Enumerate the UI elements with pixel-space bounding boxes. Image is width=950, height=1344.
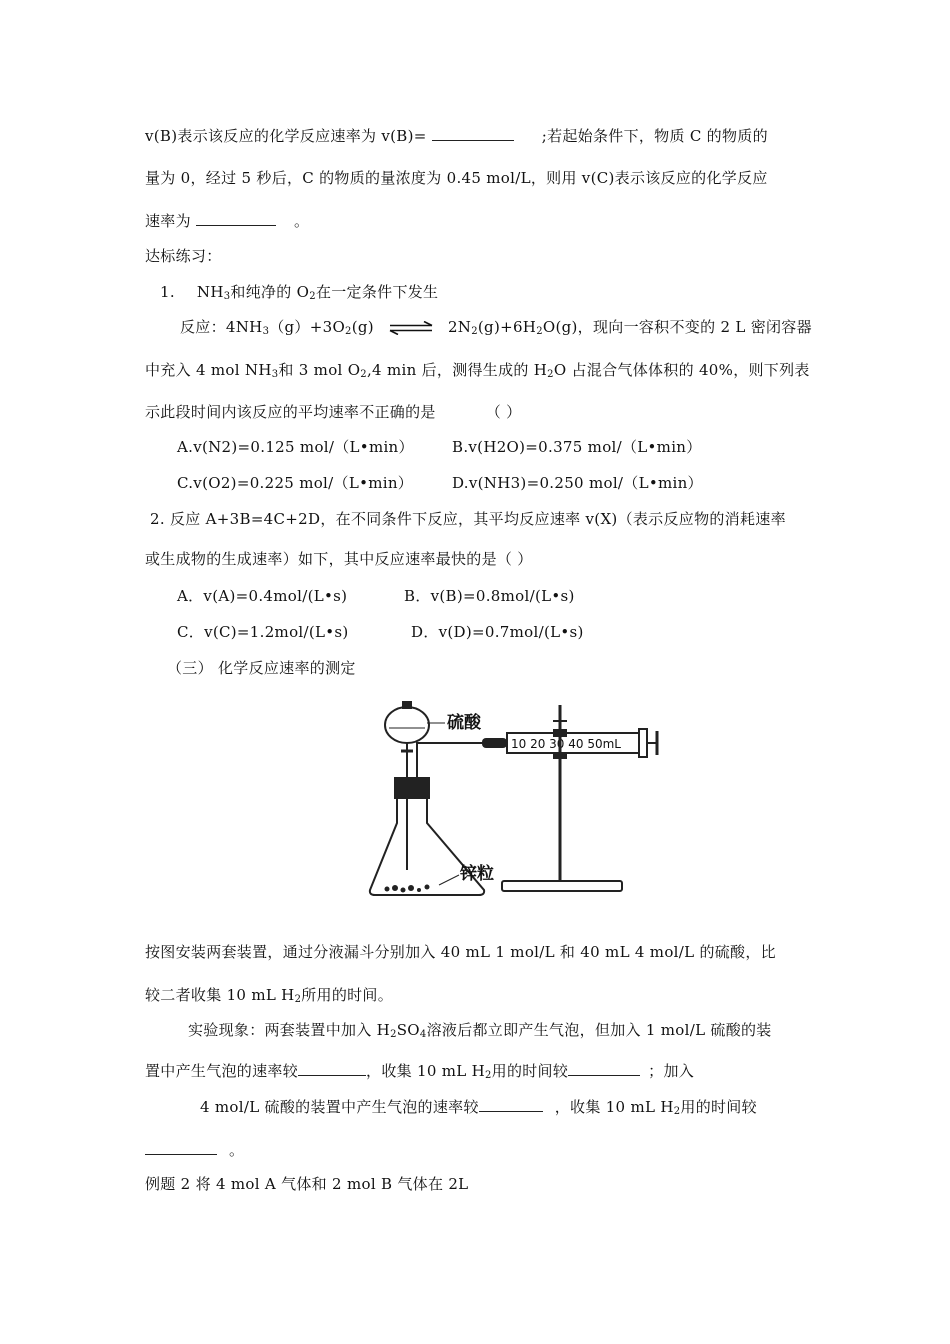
clamp: [553, 729, 567, 737]
answer-blank-rate-1m[interactable]: [298, 1061, 366, 1076]
q2-line1: 2. 反应 A+3B=4C+2D，在不同条件下反应，其平均反应速率 v(X)（表示反应物的消耗速率: [150, 510, 786, 528]
para2-line2: 较二者收集 10 mL $H_2$所用的时间。: [145, 986, 394, 1005]
acid-label: 硫酸: [447, 713, 481, 733]
para2-line1: 按图安装两套装置，通过分液漏斗分别加入 40 mL 1 mol/L 和 40 mL 4 mol/L 的硫酸，比: [145, 943, 776, 961]
q1-reaction: 反应：$4NH_3(g)+3O_2(g)$ $2N_2(g)+6H_2O(g)$，现向一容积不变的 2 L 密闭容器: [180, 318, 812, 337]
phenomenon-line3: 4 mol/L 硫酸的装置中产生气泡的速率较 ，收集 10 mL $H_2$用的时间较: [200, 1098, 757, 1117]
delivery-tube: [417, 743, 482, 777]
zinc-granules: [385, 885, 430, 893]
phenomenon-line1: 实验现象：两套装置中加入 $H_2SO_4$溶液后都立即产生气泡，但加入 1 mol/L 硫酸的装: [188, 1021, 772, 1040]
q1-option-c[interactable]: C.v(O2)=0.225 mol/（L•min）: [177, 474, 414, 492]
q2-option-b[interactable]: B．v(B)=0.8mol/(L•s): [404, 587, 575, 605]
q2-line2: 或生成物的生成速率）如下，其中反应速率最快的是（ ）: [145, 550, 533, 568]
para1-line1: v(B)表示该反应的化学反应速率为 v(B)= ;若起始条件下，物质 C 的物质的: [145, 127, 768, 145]
q2-option-a[interactable]: A．v(A)=0.4mol/(L•s): [177, 587, 348, 605]
rubber-tube-connector: [482, 738, 507, 748]
answer-blank-vb[interactable]: [432, 126, 514, 141]
q1-option-d[interactable]: D.v(NH3)=0.250 mol/（L•min）: [452, 474, 703, 492]
practice-heading: 达标练习：: [145, 247, 222, 265]
separatory-funnel: [385, 707, 429, 743]
stand-base: [502, 881, 622, 891]
answer-blank-time-4m[interactable]: [145, 1140, 217, 1155]
apparatus-figure: [367, 695, 667, 905]
q1-option-a[interactable]: A.v(N2)=0.125 mol/（L•min）: [177, 438, 414, 456]
q2-option-d[interactable]: D．v(D)=0.7mol/(L•s): [411, 623, 584, 641]
rubber-stopper: [394, 777, 430, 799]
q2-option-c[interactable]: C．v(C)=1.2mol/(L•s): [177, 623, 349, 641]
para1-line2: 量为 0，经过 5 秒后，C 的物质的量浓度为 0.45 mol/L，则用 v(C)表示该反应的化学反应: [145, 169, 768, 187]
example2-line: 例题 2 将 4 mol A 气体和 2 mol B 气体在 2L: [145, 1175, 469, 1193]
phenomenon-line4: 。: [145, 1140, 244, 1160]
syringe-scale-label: 10 20 30 40 50mL: [511, 737, 621, 751]
q1-answer-paren[interactable]: （ ）: [485, 403, 522, 421]
para1-line3: 速率为 。: [145, 212, 310, 230]
q1-line3: 中充入 4 mol $NH_3$和 3 mol $O_2,4$ min 后，测得生成的 $H_2O$ 占混合气体体积的 40%，则下列表: [145, 361, 810, 380]
answer-blank-vc[interactable]: [196, 211, 276, 226]
answer-blank-time-1m[interactable]: [568, 1061, 640, 1076]
section3-heading: （三） 化学反应速率的测定: [167, 659, 356, 677]
answer-blank-rate-4m[interactable]: [479, 1097, 543, 1112]
zinc-label: 锌粒: [460, 864, 494, 884]
q1-intro: 1. $NH_3$和纯净的 $O_2$在一定条件下发生: [160, 283, 439, 302]
q1-option-b[interactable]: B.v(H2O)=0.375 mol/（L•min）: [452, 438, 702, 456]
equilibrium-arrow-icon: [386, 321, 436, 335]
q1-line4: 示此段时间内该反应的平均速率不正确的是 （ ）: [145, 403, 522, 421]
phenomenon-line2: 置中产生气泡的速率较 ，收集 10 mL $H_2$用的时间较 ；加入: [145, 1062, 695, 1081]
